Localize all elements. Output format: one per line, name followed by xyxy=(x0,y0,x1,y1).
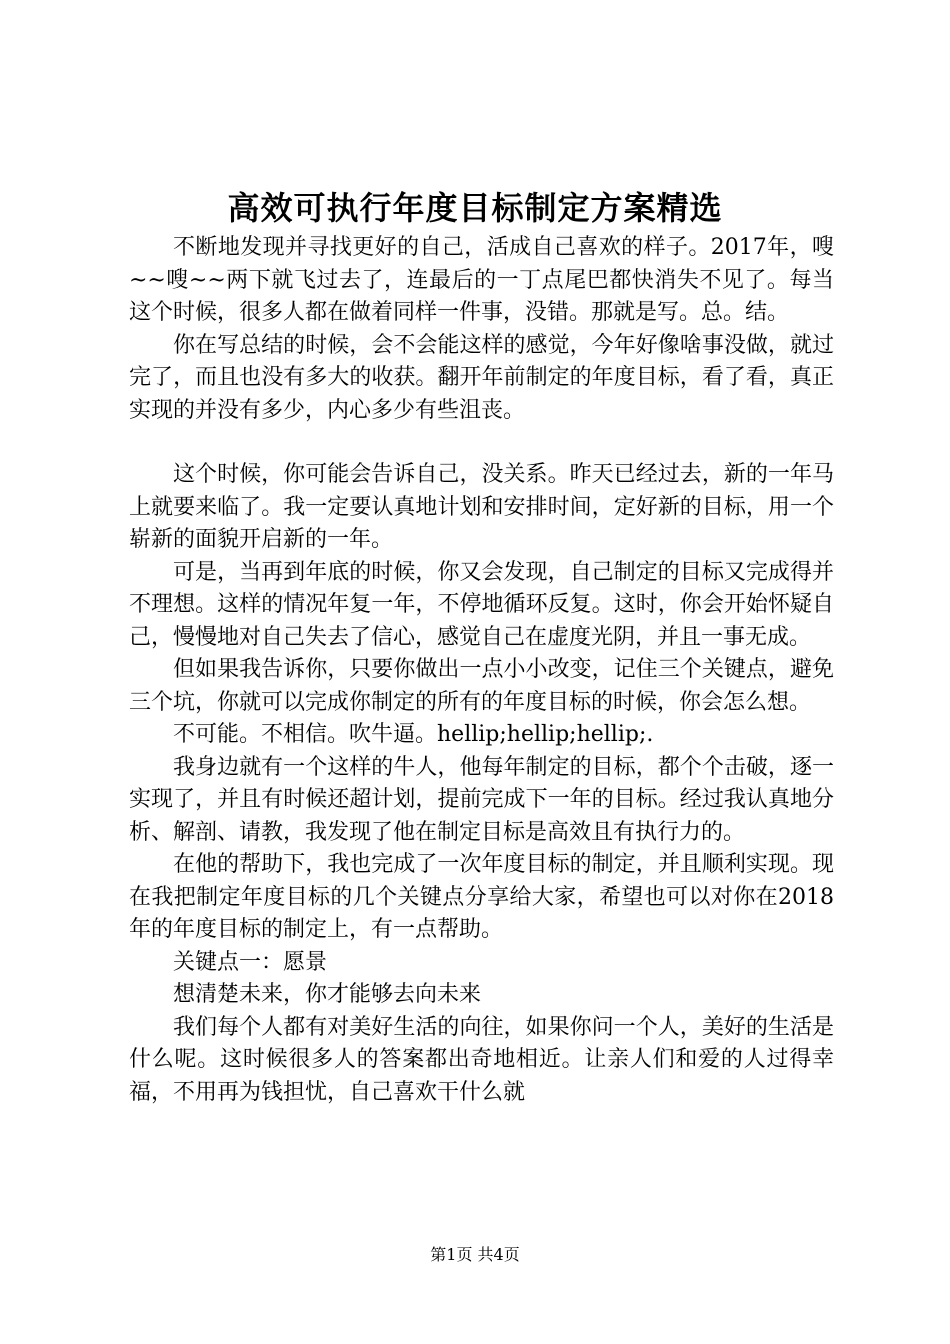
paragraph: 你在写总结的时候，会不会能这样的感觉，今年好像啥事没做，就过完了，而且也没有多大的收获。翻开年前制定的年度目标，看了看，真正实现的并没有多少，内心多少有些沮丧。 xyxy=(129,332,834,423)
paragraph: 这个时候，你可能会告诉自己，没关系。昨天已经过去，新的一年马上就要来临了。我一定要认真地计划和安排时间，定好新的目标，用一个崭新的面貌开启新的一年。 xyxy=(129,462,834,552)
section-heading: 关键点一：愿景 xyxy=(173,949,328,975)
paragraph: 在他的帮助下，我也完成了一次年度目标的制定，并且顺利实现。现在我把制定年度目标的几个关键点分享给大家，希望也可以对你在2018年的年度目标的制定上，有一点帮助。 xyxy=(129,852,834,942)
paragraph: 我身边就有一个这样的牛人，他每年制定的目标，都个个击破，逐一实现了，并且有时候还超计划，提前完成下一年的目标。经过我认真地分析、解剖、请教，我发现了他在制定目标是高效且有执行力的。 xyxy=(129,754,834,845)
paragraph: 可是，当再到年底的时候，你又会发现，自己制定的目标又完成得并不理想。这样的情况年复一年，不停地循环反复。这时，你会开始怀疑自己，慢慢地对自己失去了信心，感觉自己在虚度光阴，并且一事无成。 xyxy=(129,559,834,650)
paragraph: 不断地发现并寻找更好的自己，活成自己喜欢的样子。2017年，嗖~~嗖~~两下就飞过去了，连最后的一丁点尾巴都快消失不见了。每当这个时候，很多人都在做着同样一件事，没错。那就是写。总。结。 xyxy=(129,235,834,325)
section-subheading: 想清楚未来，你才能够去向未来 xyxy=(173,982,482,1007)
page-footer: 第1页 共4页 xyxy=(430,1245,520,1264)
document-title: 高效可执行年度目标制定方案精选 xyxy=(227,189,723,227)
paragraph: 但如果我告诉你，只要你做出一点小小改变，记住三个关键点，避免三个坑，你就可以完成你制定的所有的年度目标的时候，你会怎么想。 xyxy=(129,657,834,715)
paragraph: 不可能。不相信。吹牛逼。hellip;hellip;hellip;. xyxy=(173,722,654,747)
paragraph: 我们每个人都有对美好生活的向往，如果你问一个人，美好的生活是什么呢。这时候很多人的答案都出奇地相近。让亲人们和爱的人过得幸福，不用再为钱担忧，自己喜欢干什么就 xyxy=(129,1014,834,1105)
document-body xyxy=(129,232,834,1109)
